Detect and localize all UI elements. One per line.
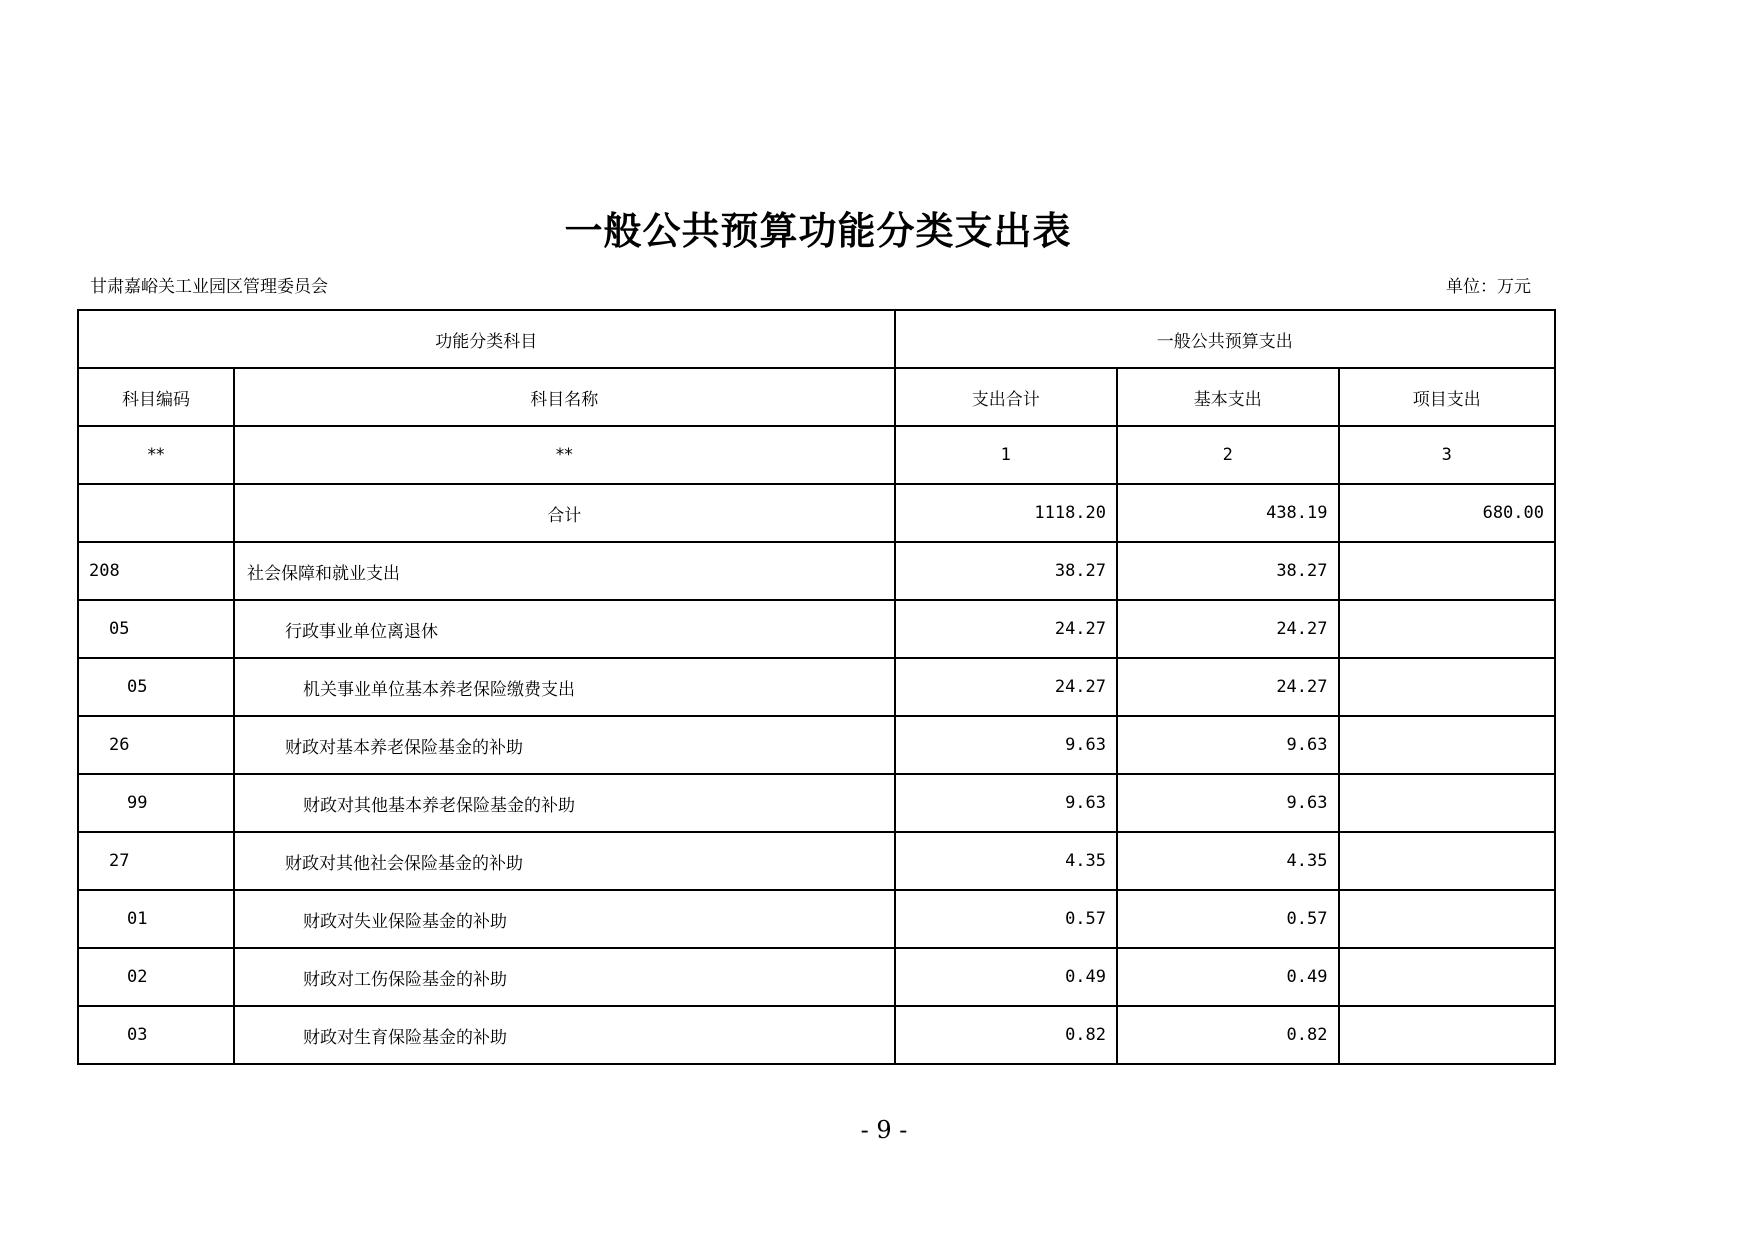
total-cell: 0.49 bbox=[895, 948, 1118, 1006]
name-cell: 财政对其他基本养老保险基金的补助 bbox=[234, 774, 894, 832]
table-row bbox=[78, 1006, 1555, 1064]
total-cell: 9.63 bbox=[895, 774, 1118, 832]
table-row bbox=[78, 716, 1555, 774]
table-row bbox=[78, 890, 1555, 948]
name-cell: 财政对其他社会保险基金的补助 bbox=[234, 832, 894, 890]
code-cell: 27 bbox=[78, 832, 234, 890]
page-title: 一般公共预算功能分类支出表 bbox=[564, 209, 1072, 253]
project-cell bbox=[1339, 1006, 1556, 1064]
total-cell: 0.82 bbox=[895, 1006, 1118, 1064]
basic-cell: 4.35 bbox=[1117, 832, 1338, 890]
total-expenditure-cell: 1118.20 bbox=[895, 484, 1118, 542]
marker-cell: 2 bbox=[1117, 426, 1338, 484]
name-cell: 财政对生育保险基金的补助 bbox=[234, 1006, 894, 1064]
total-cell: 24.27 bbox=[895, 658, 1118, 716]
basic-cell: 0.57 bbox=[1117, 890, 1338, 948]
basic-cell: 0.82 bbox=[1117, 1006, 1338, 1064]
table-row bbox=[78, 948, 1555, 1006]
project-cell bbox=[1339, 832, 1556, 890]
organization-name: 甘肃嘉峪关工业园区管理委员会 bbox=[90, 277, 328, 297]
name-cell: 机关事业单位基本养老保险缴费支出 bbox=[234, 658, 894, 716]
marker-cell: 1 bbox=[895, 426, 1118, 484]
basic-cell: 9.63 bbox=[1117, 774, 1338, 832]
project-cell bbox=[1339, 716, 1556, 774]
marker-cell: 3 bbox=[1339, 426, 1556, 484]
code-cell: 208 bbox=[78, 542, 234, 600]
total-code-cell bbox=[78, 484, 234, 542]
name-cell: 社会保障和就业支出 bbox=[234, 542, 894, 600]
table-row bbox=[78, 832, 1555, 890]
total-cell: 9.63 bbox=[895, 716, 1118, 774]
total-cell: 24.27 bbox=[895, 600, 1118, 658]
header-project: 项目支出 bbox=[1339, 368, 1556, 426]
total-project-cell: 680.00 bbox=[1339, 484, 1556, 542]
table-row bbox=[78, 774, 1555, 832]
name-cell: 财政对基本养老保险基金的补助 bbox=[234, 716, 894, 774]
basic-cell: 24.27 bbox=[1117, 658, 1338, 716]
basic-cell: 9.63 bbox=[1117, 716, 1338, 774]
basic-cell: 0.49 bbox=[1117, 948, 1338, 1006]
name-cell: 行政事业单位离退休 bbox=[234, 600, 894, 658]
table-header-row bbox=[78, 368, 1555, 426]
total-cell: 4.35 bbox=[895, 832, 1118, 890]
total-cell: 38.27 bbox=[895, 542, 1118, 600]
marker-cell: ** bbox=[78, 426, 234, 484]
code-cell: 99 bbox=[78, 774, 234, 832]
total-label: 合计 bbox=[234, 484, 894, 542]
name-cell: 财政对失业保险基金的补助 bbox=[234, 890, 894, 948]
project-cell bbox=[1339, 890, 1556, 948]
table-group-header-row bbox=[78, 310, 1555, 368]
table-row bbox=[78, 658, 1555, 716]
code-cell: 05 bbox=[78, 658, 234, 716]
header-basic: 基本支出 bbox=[1117, 368, 1338, 426]
basic-cell: 38.27 bbox=[1117, 542, 1338, 600]
code-cell: 05 bbox=[78, 600, 234, 658]
table-row bbox=[78, 542, 1555, 600]
code-cell: 03 bbox=[78, 1006, 234, 1064]
group-header-public-budget-expenditure: 一般公共预算支出 bbox=[895, 310, 1555, 368]
project-cell bbox=[1339, 600, 1556, 658]
header-code: 科目编码 bbox=[78, 368, 234, 426]
project-cell bbox=[1339, 542, 1556, 600]
page-number: - 9 - bbox=[860, 1116, 908, 1144]
header-name: 科目名称 bbox=[234, 368, 894, 426]
basic-cell: 24.27 bbox=[1117, 600, 1338, 658]
marker-cell: ** bbox=[234, 426, 894, 484]
table-total-row bbox=[78, 484, 1555, 542]
code-cell: 01 bbox=[78, 890, 234, 948]
project-cell bbox=[1339, 948, 1556, 1006]
name-cell: 财政对工伤保险基金的补助 bbox=[234, 948, 894, 1006]
total-cell: 0.57 bbox=[895, 890, 1118, 948]
project-cell bbox=[1339, 658, 1556, 716]
total-basic-cell: 438.19 bbox=[1117, 484, 1338, 542]
budget-table bbox=[77, 309, 1556, 1065]
code-cell: 26 bbox=[78, 716, 234, 774]
table-marker-row bbox=[78, 426, 1555, 484]
group-header-functional-category: 功能分类科目 bbox=[78, 310, 895, 368]
table-row bbox=[78, 600, 1555, 658]
header-total: 支出合计 bbox=[895, 368, 1118, 426]
code-cell: 02 bbox=[78, 948, 234, 1006]
project-cell bbox=[1339, 774, 1556, 832]
unit-label: 单位：万元 bbox=[1446, 277, 1531, 297]
